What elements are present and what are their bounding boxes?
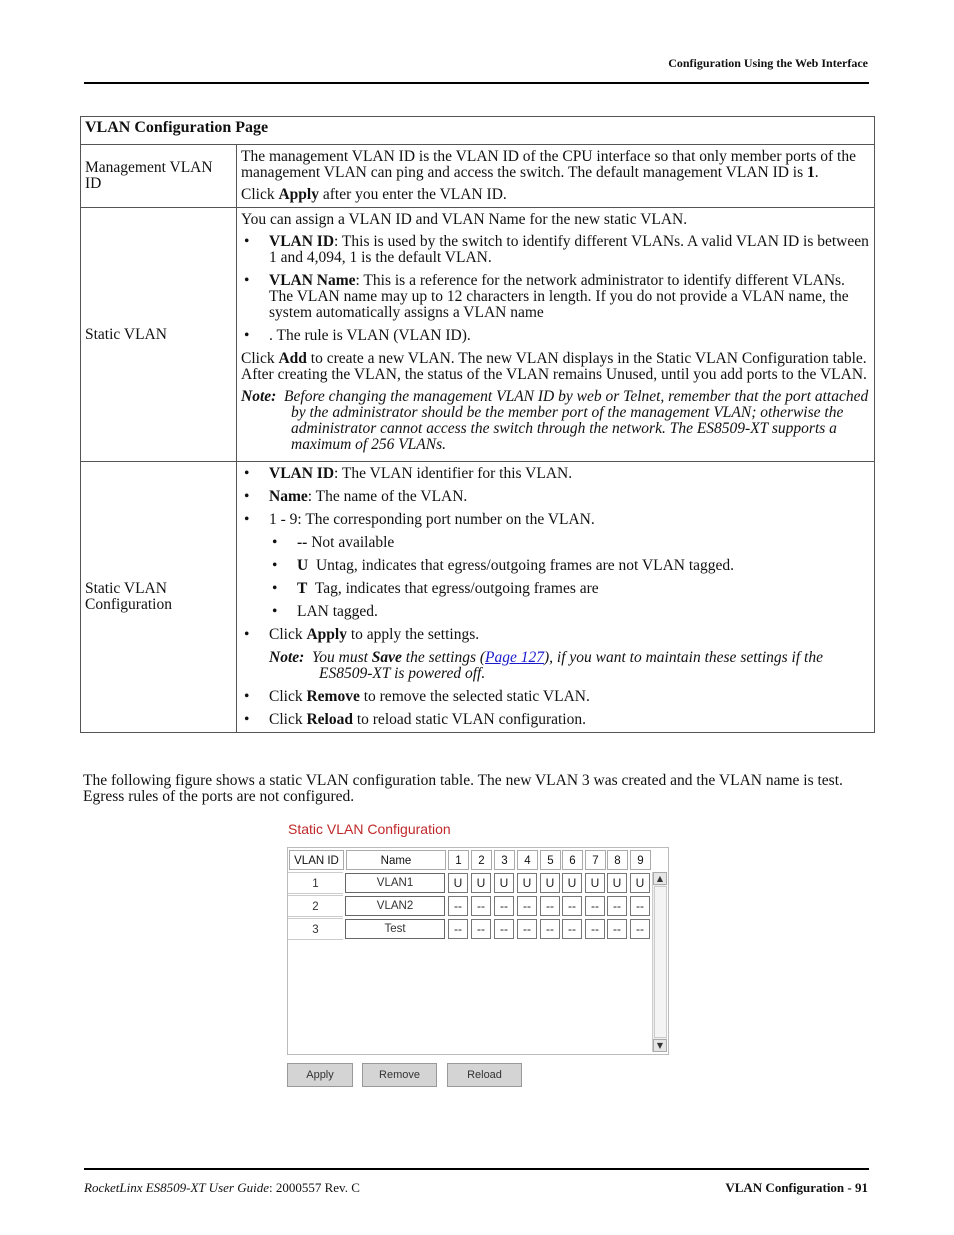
- running-header: Configuration Using the Web Interface: [668, 56, 868, 70]
- port-cell[interactable]: U: [471, 873, 491, 893]
- port-cell[interactable]: --: [517, 896, 537, 916]
- table-row[interactable]: [288, 918, 652, 940]
- port-cell[interactable]: --: [471, 896, 491, 916]
- port-cell[interactable]: --: [607, 896, 627, 916]
- table-row[interactable]: [288, 872, 652, 894]
- static-vlan-grid: [287, 847, 669, 1055]
- port-cell[interactable]: U: [494, 873, 514, 893]
- table-row: [81, 145, 875, 208]
- port-cell[interactable]: --: [562, 919, 582, 939]
- port-cell[interactable]: --: [562, 896, 582, 916]
- port-cell[interactable]: --: [448, 919, 468, 939]
- list-item: • U Untag, indicates that egress/outgoing frames are not VLAN tagged.: [241, 558, 870, 574]
- row-label-static-vlan-configuration: Static VLAN Configuration: [81, 462, 237, 733]
- col-port: 7: [585, 850, 606, 870]
- row-desc-management-vlan: The management VLAN ID is the VLAN ID of the CPU interface so that only member ports of the management VLAN can ping and access the switch. The default management VLAN ID is 1. Click Apply after you enter the VLAN ID.: [237, 145, 875, 208]
- vlan-name-input[interactable]: VLAN1: [345, 873, 445, 893]
- vlan-config-table: [80, 116, 875, 733]
- port-cell[interactable]: --: [494, 919, 514, 939]
- body-paragraph: The following figure shows a static VLAN configuration table. The new VLAN 3 was created and the VLAN name is test. Egress rules of the ports are not configured.: [83, 772, 843, 805]
- port-cell[interactable]: U: [607, 873, 627, 893]
- list-item: • VLAN ID: The VLAN identifier for this VLAN.: [241, 466, 870, 482]
- footer-doc-title: RocketLinx ES8509-XT User Guide: 2000557 Rev. C: [84, 1180, 360, 1195]
- port-cell[interactable]: --: [585, 919, 605, 939]
- figure-title: Static VLAN Configuration: [288, 821, 451, 837]
- list-item: • LAN tagged.: [241, 604, 870, 620]
- col-port: 6: [562, 850, 583, 870]
- remove-button[interactable]: Remove: [362, 1063, 437, 1087]
- list-item: • 1 - 9: The corresponding port number on the VLAN.: [241, 512, 870, 528]
- scroll-up-icon[interactable]: ▲: [653, 872, 667, 885]
- port-cell[interactable]: U: [517, 873, 537, 893]
- col-name: Name: [346, 850, 446, 870]
- col-port: 4: [517, 850, 538, 870]
- vlan-id-cell: 1: [288, 872, 343, 894]
- list-item: • Click Apply to apply the settings.: [241, 627, 870, 643]
- list-item: • T Tag, indicates that egress/outgoing frames are: [241, 581, 870, 597]
- table-row[interactable]: [288, 895, 652, 917]
- vlan-id-cell: 2: [288, 895, 343, 917]
- port-cell[interactable]: --: [630, 919, 650, 939]
- port-cell[interactable]: --: [585, 896, 605, 916]
- apply-button[interactable]: Apply: [287, 1063, 353, 1087]
- port-cell[interactable]: --: [540, 896, 560, 916]
- list-item: • VLAN Name: This is a reference for the network administrator to identify different VLANs. The VLAN name may up to 12 characters in length. If you do not provide a VLAN name, the system automatically assigns a VLAN name: [241, 273, 870, 321]
- port-cell[interactable]: U: [630, 873, 650, 893]
- port-cell[interactable]: --: [471, 919, 491, 939]
- list-item: • VLAN ID: This is used by the switch to identify different VLANs. A valid VLAN ID is between 1 and 4,094, 1 is the default VLAN.: [241, 234, 870, 266]
- port-cell[interactable]: U: [448, 873, 468, 893]
- reload-button[interactable]: Reload: [447, 1063, 522, 1087]
- row-label-static-vlan: Static VLAN: [81, 208, 237, 462]
- col-port: 1: [448, 850, 469, 870]
- table-row: [81, 462, 875, 733]
- port-cell[interactable]: U: [585, 873, 605, 893]
- row-label-management-vlan: Management VLAN ID: [81, 145, 237, 208]
- note: Note: You must Save the settings (Page 127), if you want to maintain these settings if the ES8509-XT is powered off.: [269, 649, 823, 682]
- port-cell[interactable]: --: [540, 919, 560, 939]
- table-heading: VLAN Configuration Page: [81, 117, 875, 145]
- header-rule: [84, 82, 869, 84]
- vlan-name-input[interactable]: Test: [345, 919, 445, 939]
- list-item: • -- Not available: [241, 535, 870, 551]
- col-port: 5: [540, 850, 561, 870]
- scroll-down-icon[interactable]: ▼: [653, 1039, 667, 1052]
- scroll-thumb[interactable]: [654, 886, 667, 1038]
- list-item: • Click Remove to remove the selected static VLAN.: [241, 689, 870, 705]
- footer-rule: [84, 1168, 869, 1170]
- port-cell[interactable]: --: [607, 919, 627, 939]
- port-cell[interactable]: --: [517, 919, 537, 939]
- col-port: 9: [630, 850, 651, 870]
- table-row: [81, 208, 875, 462]
- note: Note: Before changing the management VLAN ID by web or Telnet, remember that the port attached by the administrator should be the member port of the management VLAN; otherwise the administrator cannot access the switch through the network. The ES8509-XT supports a maximum of 256 VLANs.: [241, 388, 869, 453]
- col-port: 8: [607, 850, 628, 870]
- vertical-scrollbar[interactable]: [652, 872, 667, 1052]
- col-port: 3: [494, 850, 515, 870]
- list-item: • . The rule is VLAN (VLAN ID).: [241, 328, 870, 344]
- col-port: 2: [471, 850, 492, 870]
- port-cell[interactable]: U: [562, 873, 582, 893]
- row-desc-static-vlan-configuration: [237, 462, 875, 733]
- list-item: • Name: The name of the VLAN.: [241, 489, 870, 505]
- vlan-id-cell: 3: [288, 918, 343, 940]
- port-cell[interactable]: --: [448, 896, 468, 916]
- port-cell[interactable]: --: [630, 896, 650, 916]
- list-item: • Click Reload to reload static VLAN configuration.: [241, 712, 870, 728]
- footer-page-label: VLAN Configuration - 91: [725, 1180, 868, 1195]
- vlan-name-input[interactable]: VLAN2: [345, 896, 445, 916]
- port-cell[interactable]: --: [494, 896, 514, 916]
- page-link[interactable]: Page 127: [485, 649, 544, 666]
- col-vlan-id: VLAN ID: [289, 850, 344, 870]
- row-desc-static-vlan: You can assign a VLAN ID and VLAN Name for the new static VLAN. • VLAN ID: This is used by the switch to identify different VLANs. A valid VLAN ID is between 1 and 4,094, 1 is the default VLAN. • VLAN Name: This is a reference for the network administrator to identify different VLANs. The VLAN name may up to 12 characters in length. If you do not provide a VLAN name, the system automatically assigns a VLAN name • . The rule is VLAN (VLAN ID). Click Add to create a new VLAN. The new VLAN displays in the Static VLAN Configuration table. After creating the VLAN, the status of the VLAN remains Unused, until you add ports to the VLAN. Note: Before changing the management VLAN ID by web or Telnet, remember that the port attached by the administrator should be the member port of the management VLAN; otherwise the administrator cannot access the switch through the network. The ES8509-XT supports a maximum of 256 VLANs.: [237, 208, 875, 462]
- port-cell[interactable]: U: [540, 873, 560, 893]
